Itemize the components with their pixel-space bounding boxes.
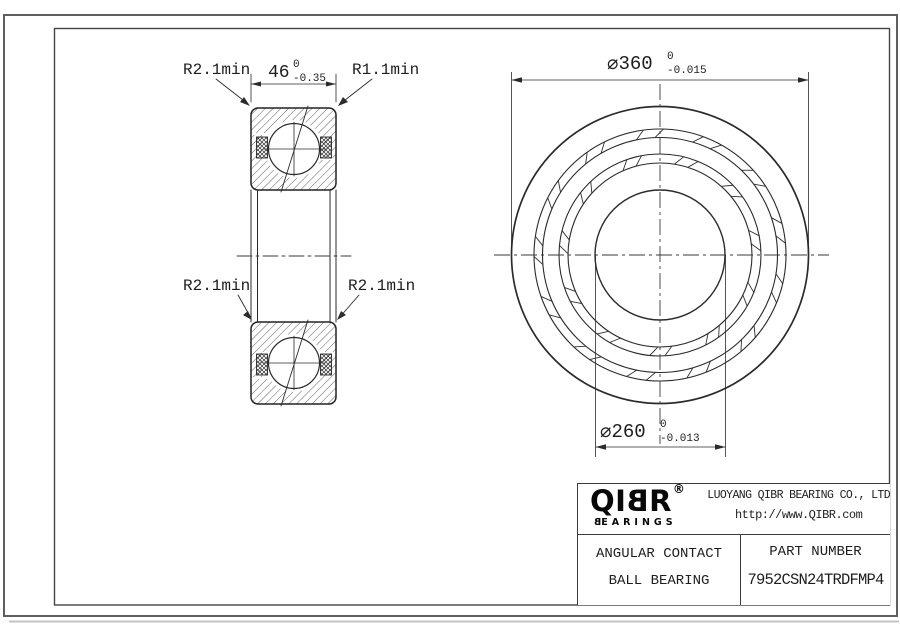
dim-outer-tol-upper: 0 — [667, 51, 674, 63]
part-number-cell — [740, 535, 890, 605]
brand-letter-r: R — [649, 484, 672, 518]
label-radius-top-right: R1.1min — [352, 61, 419, 79]
company-website: http://www.QIBR.com — [707, 508, 890, 522]
cage-section-right — [321, 354, 332, 375]
cage-section-left — [257, 354, 268, 375]
cage-pocket-line — [719, 325, 720, 337]
cage-pocket-line — [688, 161, 698, 167]
arrowhead-left — [251, 82, 261, 87]
arrowhead-right — [715, 444, 726, 449]
cage-pocket-line — [741, 340, 742, 352]
dim-bore-tol-upper: 0 — [660, 419, 667, 431]
label-radius-bottom-left: R2.1min — [183, 277, 250, 295]
cage-pocket-line — [776, 274, 783, 284]
arrowhead-right — [326, 82, 336, 87]
cage-pocket-line — [558, 181, 560, 193]
cage-pocket-line — [548, 198, 552, 209]
brand-letters-qi: QI — [590, 484, 626, 518]
cage-section-right — [321, 137, 332, 158]
cage-pocket-line — [743, 295, 747, 306]
qibr-logo — [578, 484, 707, 534]
company-info — [707, 484, 890, 534]
cage-pocket-line — [776, 236, 786, 243]
cage-pocket-line — [748, 282, 754, 292]
cage-pocket-line — [665, 346, 672, 356]
cage-pocket-line — [650, 347, 658, 356]
cage-pocket-line — [646, 372, 655, 380]
cage-pocket-line — [591, 181, 592, 193]
brand-subtitle: BEARINGS — [590, 518, 707, 528]
title-block-header-row — [578, 484, 890, 534]
brand-letter-b-mirrored: B — [626, 487, 649, 516]
part-number-label: PART NUMBER — [741, 545, 890, 559]
cage-pocket-line — [693, 137, 704, 142]
cage-pocket-line — [535, 236, 542, 245]
label-radius-bottom-right: R2.1min — [348, 277, 415, 295]
company-name: LUOYANG QIBR BEARING CO., LTD — [707, 489, 890, 502]
arrowhead-right — [798, 77, 809, 82]
arrowhead-left — [512, 77, 523, 82]
cage-pocket-line — [534, 256, 543, 264]
title-block-detail-row — [578, 534, 890, 605]
cage-pocket-line — [754, 325, 755, 337]
section-view — [183, 59, 419, 406]
cage-pocket-line — [574, 346, 586, 347]
cage-pocket-line — [721, 185, 733, 186]
registered-trademark-icon: ® — [673, 482, 686, 496]
front-view — [494, 51, 829, 457]
dim-bore-value: ⌀260 — [600, 421, 646, 443]
part-number-value: 7952CSN24TRDFMP4 — [741, 573, 890, 589]
dim-width-value: 46 — [268, 63, 290, 83]
cage-pocket-line — [655, 129, 663, 138]
label-radius-top-left: R2.1min — [183, 61, 250, 79]
cage-section-left — [257, 137, 268, 158]
cage-pocket-line — [751, 244, 761, 251]
cage-pocket-line — [626, 370, 636, 376]
brand-wordmark — [590, 487, 707, 516]
cage-pocket-line — [674, 157, 683, 164]
title-block — [577, 483, 890, 605]
cage-pocket-line — [731, 196, 743, 197]
product-type-cell — [578, 535, 740, 605]
dim-outer-value: ⌀360 — [607, 53, 653, 75]
cage-pocket-line — [559, 245, 568, 253]
dim-width-tol-upper: 0 — [293, 59, 300, 71]
product-type-line2: BALL BEARING — [578, 574, 740, 588]
cage-pocket-line — [597, 331, 609, 334]
arrowhead-left — [596, 444, 607, 449]
cage-pocket-line — [610, 338, 621, 342]
cage-pocket-line — [562, 231, 569, 240]
dim-bore-tol-lower: -0.013 — [660, 433, 700, 445]
cage-pocket-line — [710, 145, 721, 149]
cage-pocket-line — [772, 292, 777, 303]
cage-pocket-line — [581, 193, 584, 205]
dim-outer-tol-lower: -0.015 — [667, 65, 707, 77]
dim-width-tol-lower: -0.35 — [293, 73, 326, 85]
product-type-line1: ANGULAR CONTACT — [578, 547, 740, 561]
